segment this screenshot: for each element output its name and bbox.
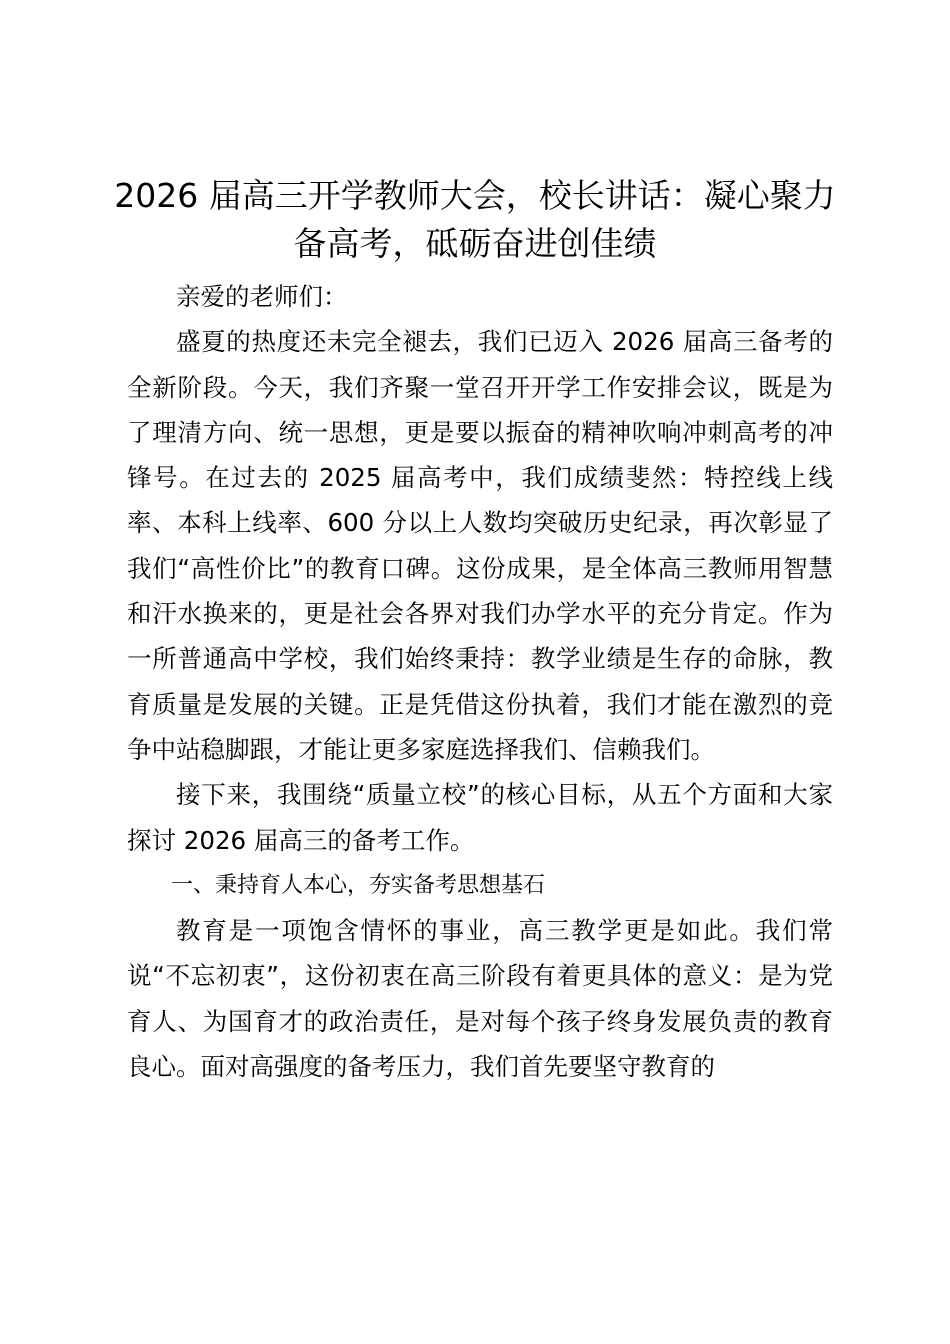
- document-title: 2026 届高三开学教师大会，校长讲话：凝心聚力备高考，砥砺奋进创佳绩: [114, 176, 836, 263]
- body-paragraph: 盛夏的热度还未完全褪去，我们已迈入 2026 届高三备考的全新阶段。今天，我们齐聚一堂召开开学工作安排会议，既是为了理清方向、统一思想，更是要以振奋的精神吹响冲刺高考的冲锋号。在过去的 2025 届高考中，我们成绩斐然：特控线上线率、本科上线率、600 分以上人数均突破历史纪录，再次彰显了我们“高性价比”的教育口碑。这份成果，是全体高三教师用智慧和汗水换来的，更是社会各界对我们办学水平的充分肯定。作为一所普通高中学校，我们始终秉持：教学业绩是生存的命脉，教育质量是发展的关键。正是凭借这份执着，我们才能在激烈的竞争中站稳脚跟，才能让更多家庭选择我们、信赖我们。: [127, 327, 833, 764]
- salutation: 亲爱的老师们：: [176, 282, 348, 311]
- body-paragraph: 接下来，我围绕“质量立校”的核心目标，从五个方面和大家探讨 2026 届高三的备考工作。: [127, 780, 833, 855]
- body-paragraph: 教育是一项饱含情怀的事业，高三教学更是如此。我们常说“不忘初衷”，这份初衷在高三阶段有着更具体的意义：是为党育人、为国育才的政治责任，是对每个孩子终身发展负责的教育良心。面对高强度的备考压力，我们首先要坚守教育的: [127, 916, 833, 1082]
- document-body: [127, 274, 833, 1089]
- section-heading: 一、秉持育人本心，夯实备考思想基石: [171, 872, 546, 898]
